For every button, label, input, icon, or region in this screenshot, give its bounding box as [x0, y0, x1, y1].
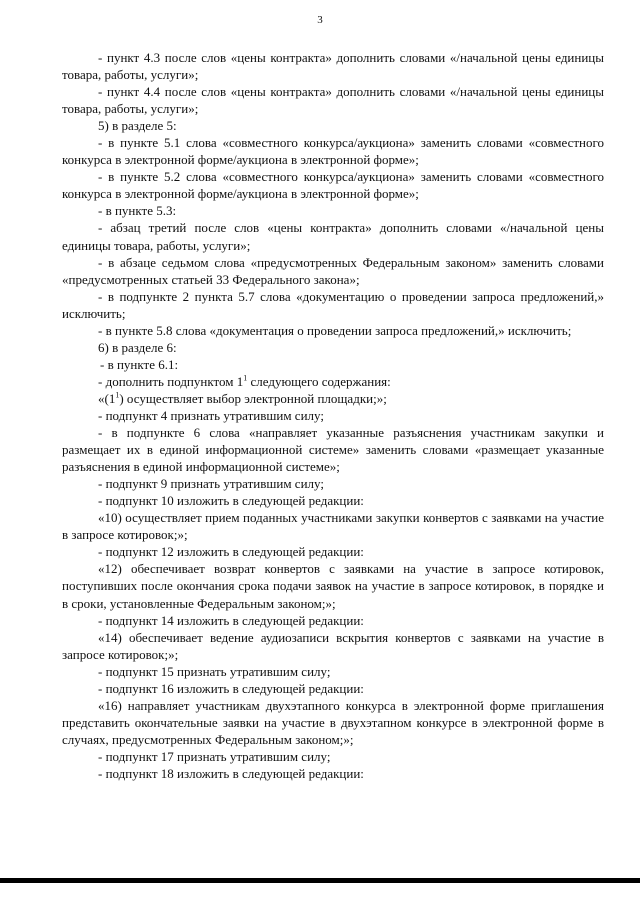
- paragraph-text: ) осуществляет выбор электронной площадки;»;: [119, 390, 387, 406]
- paragraph: - в пункте 5.1 слова «совместного конкурса/аукциона» заменить словами «совместного конкурса в электронной форме/аукциона в электронной форме»;: [62, 135, 604, 168]
- paragraph-text: следующего содержания:: [247, 373, 391, 389]
- paragraph: «12) обеспечивает возврат конвертов с заявками на участие в запросе котировок, поступивших после окончания срока подачи заявок на участие в запросе котировок, в порядке и в сроки, установленные Федеральным законом;»;: [62, 561, 604, 611]
- paragraph: 5) в разделе 5:: [98, 118, 177, 134]
- paragraph: - в абзаце седьмом слова «предусмотренных Федеральным законом» заменить словами «предусмотренных статьей 33 Федерального закона»;: [62, 254, 604, 287]
- paragraph: [62, 390, 604, 407]
- paragraph: - подпункт 18 изложить в следующей редакции:: [98, 765, 364, 781]
- paragraph: - подпункт 4 признать утратившим силу;: [98, 407, 324, 423]
- paragraph: - подпункт 9 признать утратившим силу;: [98, 476, 324, 492]
- paragraph: - подпункт 17 признать утратившим силу;: [98, 748, 331, 764]
- paragraph-text: «(1: [98, 390, 116, 406]
- paragraph: «10) осуществляет прием поданных участниками закупки конвертов с заявками на участие в запросе котировок;»;: [62, 510, 604, 543]
- paragraph: - подпункт 14 изложить в следующей редакции:: [98, 612, 364, 628]
- paragraph: - подпункт 15 признать утратившим силу;: [98, 663, 331, 679]
- paragraph: - пункт 4.3 после слов «цены контракта» дополнить словами «/начальной цены единицы товара, работы, услуги»;: [62, 50, 604, 83]
- paragraph: - в пункте 5.8 слова «документация о проведении запроса предложений,» исключить;: [98, 322, 572, 338]
- paragraph: - в подпункте 6 слова «направляет указанные разъяснения участникам закупки и размещает их в единой информационной системе» заменить словами «размещает указанные разъяснения в единой информационной системе»;: [62, 425, 604, 475]
- paragraph: - пункт 4.4 после слов «цены контракта» дополнить словами «/начальной цены единицы товара, работы, услуги»;: [62, 84, 604, 117]
- paragraph: - подпункт 16 изложить в следующей редакции:: [98, 680, 364, 696]
- superscript: 1: [115, 390, 120, 400]
- paragraph: 6) в разделе 6:: [98, 339, 177, 355]
- paragraph: «14) обеспечивает ведение аудиозаписи вскрытия конвертов с заявками на участие в запросе котировок;»;: [62, 629, 604, 662]
- paragraph: - в пункте 6.1:: [100, 356, 179, 372]
- superscript: 1: [243, 373, 248, 383]
- paragraph: [62, 373, 604, 390]
- paragraph-text: - дополнить подпунктом 1: [98, 373, 244, 389]
- paragraph: - в пункте 5.3:: [98, 203, 177, 219]
- page-number: 3: [317, 14, 323, 26]
- scan-edge-line: [0, 878, 640, 883]
- paragraph: - подпункт 10 изложить в следующей редакции:: [98, 493, 364, 509]
- paragraph: - подпункт 12 изложить в следующей редакции:: [98, 544, 364, 560]
- paragraph: - в подпункте 2 пункта 5.7 слова «документацию о проведении запроса предложений,» исключить;: [62, 288, 604, 321]
- paragraph: «16) направляет участникам двухэтапного конкурса в электронной форме приглашения представить окончательные заявки на участие в двухэтапном конкурсе в электронной форме в случаях, предусмотренных Федеральным законом;»;: [62, 697, 604, 747]
- paragraph: - абзац третий после слов «цены контракта» дополнить словами «/начальной цены единицы товара, работы, услуги»;: [62, 220, 604, 253]
- document-body: [62, 49, 604, 782]
- paragraph: - в пункте 5.2 слова «совместного конкурса/аукциона» заменить словами «совместного конкурса в электронной форме/аукциона в электронной форме»;: [62, 169, 604, 202]
